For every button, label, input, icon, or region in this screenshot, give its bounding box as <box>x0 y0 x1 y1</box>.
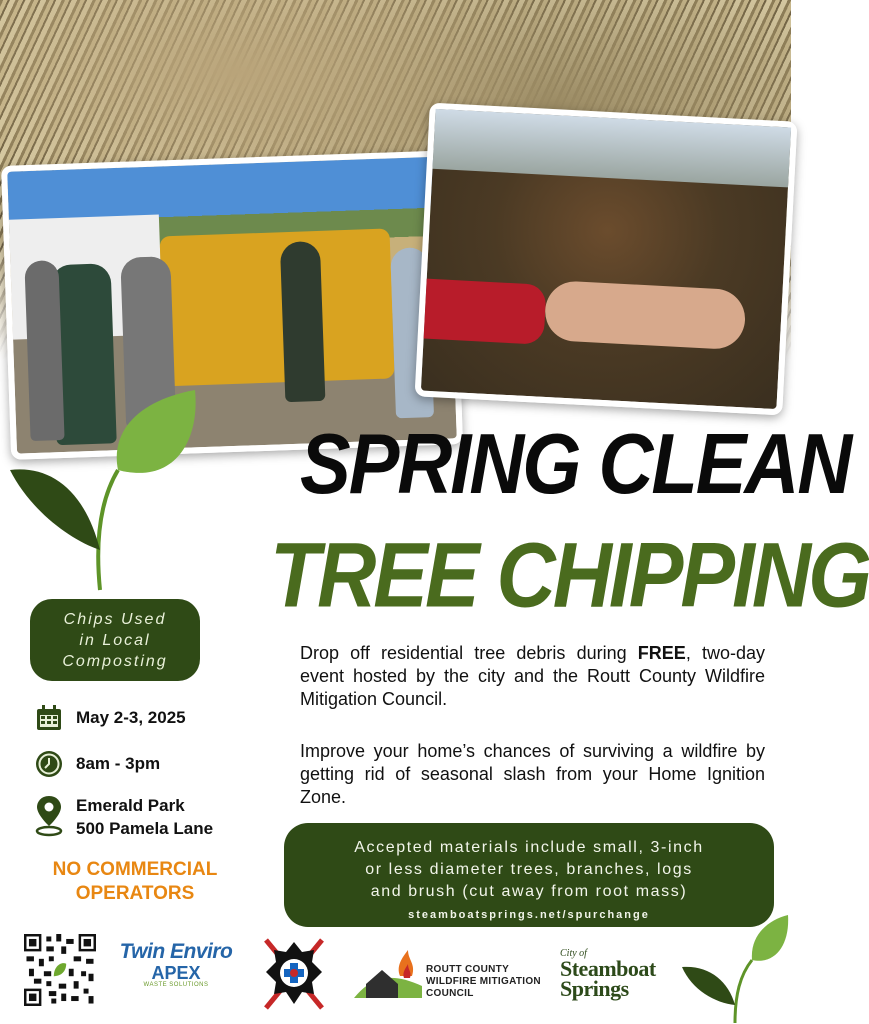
no-commercial-notice <box>30 858 240 906</box>
accepted-line-3: and brush (cut away from root mass) <box>370 883 688 900</box>
badge-line-1: Chips Used <box>63 610 167 628</box>
place-name: Emerald Park <box>76 796 185 815</box>
description-paragraph-1 <box>300 642 765 711</box>
badge-line-2: in Local <box>79 631 151 649</box>
map-pin-icon <box>34 794 64 844</box>
event-time-row <box>34 749 160 779</box>
fire-department-emblem-icon <box>256 934 332 1014</box>
hand-shape <box>544 280 747 350</box>
house-flame-icon <box>352 946 424 1002</box>
photo-wood-chips <box>415 103 798 416</box>
steamboat-line-2: Springs <box>560 976 629 1001</box>
apex-name: APEX <box>151 963 201 983</box>
small-leaves-icon <box>680 915 790 1024</box>
accepted-line-2: or less diameter trees, branches, logs <box>365 861 693 878</box>
steamboat-line-1: Steamboat <box>560 956 656 981</box>
accepted-materials-box <box>284 823 774 927</box>
green-leaves-icon <box>0 390 220 600</box>
restriction-line-1: NO COMMERCIAL <box>52 859 218 880</box>
place-address: 500 Pamela Lane <box>76 819 214 838</box>
title-line-2: TREE CHIPPING <box>270 524 869 627</box>
steamboat-springs-logo <box>560 948 690 1008</box>
apex-subtitle: WASTE SOLUTIONS <box>143 982 209 988</box>
sky-shape <box>432 109 791 188</box>
website-link[interactable]: steamboatsprings.net/spurchange <box>408 909 650 921</box>
clock-icon <box>34 749 64 779</box>
para1-prefix: Drop off residential tree debris during <box>300 643 638 663</box>
routt-line-1: ROUTT COUNTY <box>426 964 510 975</box>
event-time: 8am - 3pm <box>76 754 161 773</box>
title-line-1: SPRING CLEAN <box>300 416 851 513</box>
event-location-row <box>34 794 213 844</box>
composting-badge <box>30 599 200 681</box>
wood-chipper-shape <box>160 228 395 386</box>
event-date-row <box>34 703 186 733</box>
para1-suffix: , two-day event hosted by the city and the Routt County Wildfire Mitigation Council. <box>300 643 765 709</box>
routt-line-3: COUNCIL <box>426 988 474 999</box>
twin-enviro-name: Twin Enviro <box>119 940 233 963</box>
badge-line-3: Composting <box>62 652 168 670</box>
routt-line-2: WILDFIRE MITIGATION <box>426 976 541 987</box>
steamboat-city-of: City of <box>560 948 587 959</box>
calendar-icon <box>34 703 64 733</box>
routt-county-wmc-logo <box>352 946 552 1002</box>
person-shape <box>280 241 326 402</box>
red-sleeve-shape <box>424 279 547 345</box>
description-paragraph-2: Improve your home’s chances of surviving a wildfire by getting rid of seasonal slash from your Home Ignition Zone. <box>300 741 765 807</box>
accepted-line-1: Accepted materials include small, 3-inch <box>354 839 704 856</box>
event-date: May 2-3, 2025 <box>76 708 186 727</box>
qr-code-icon[interactable] <box>24 934 96 1006</box>
restriction-line-2: OPERATORS <box>75 883 195 904</box>
para1-bold: FREE <box>637 643 686 663</box>
twin-enviro-logo <box>112 940 240 1004</box>
